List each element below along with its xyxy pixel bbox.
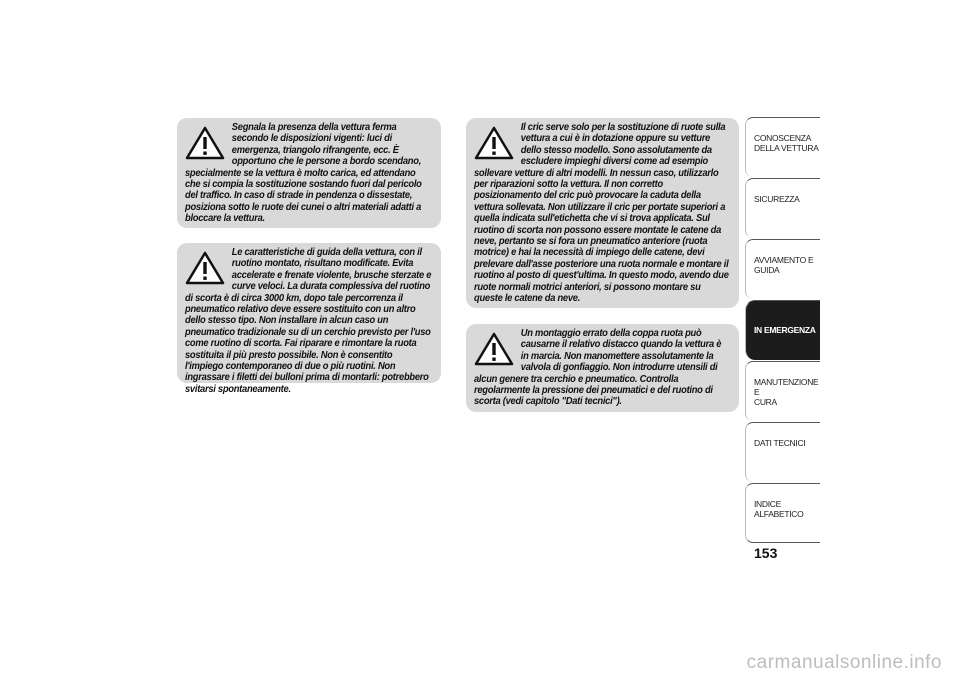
tab-conoscenza-della-vettura[interactable]: CONOSCENZA DELLA VETTURA: [745, 117, 820, 177]
warning-box-wheel-cover: [466, 324, 739, 412]
warning-box-spare-wheel: [177, 243, 441, 395]
warning-text: Un montaggio errato della coppa ruota può causarne il relativo distacco quando la vettura è in marcia. Non manomettere assolutamente la valvola di gonfiaggio. Non introdurre utensili di alcun genere tra cerchio e pneumatico. Controlla regolarmente la pressione dei pneumatici e del ruotino di scorta (vedi capitolo "Dati tecnici").: [474, 328, 722, 408]
warning-text: Segnala la presenza della vettura ferma secondo le disposizioni vigenti: luci di emergenza, triangolo rifrangente, ecc. È opportuno che le persone a bordo scendano, specialmente se la vettura è molto carica, ed attendano che si compia la sostituzione sostando fuori dal pericolo del traffico. In caso di strade in pendenza o dissestate, posiziona sotto le ruote dei cunei o altri materiali adatti a bloccare la vettura.: [185, 122, 422, 225]
tab-indice-alfabetico[interactable]: INDICE ALFABETICO: [745, 483, 820, 543]
warning-text: Il cric serve solo per la sostituzione di ruote sulla vettura a cui è in dotazione oppure su vetture dello stesso modello. Sono assolutamente da escludere impieghi diversi come ad esempio sollevare vetture di altri modelli. In nessun caso, utilizzarlo per riparazioni sotto la vettura. Il non corretto posizionamento del cric può provocare la caduta della vettura sollevata. Non utilizzare il cric per portate superiori a quella indicata sull'etichetta che vi si trova applicata. Sul ruotino di scorta non possono essere montate le catene da neve, pertanto se si fora un pneumatico anteriore (ruota motrice) e hai la necessità di impiego delle catene, devi prelevare dall'asse posteriore una ruota normale e montare il ruotino al posto di quest'ultima. In questo modo, avendo due ruote normali motrici anteriori, si possono montare su queste le catene da neve.: [474, 122, 729, 305]
warning-box-hazard-lights: [177, 118, 441, 228]
tab-dati-tecnici[interactable]: DATI TECNICI: [745, 422, 820, 482]
tab-in-emergenza[interactable]: IN EMERGENZA: [745, 300, 820, 360]
tab-manutenzione-e-cura[interactable]: MANUTENZIONE E CURA: [745, 361, 820, 421]
chapter-sidebar: [745, 117, 820, 544]
warning-text: Le caratteristiche di guida della vettura, con il ruotino montato, risultano modificate. Evita accelerate e frenate violente, brusche sterzate e curve veloci. La durata complessiva del ruotino di scorta è di circa 3000 km, dopo tale percorrenza il pneumatico relativo deve essere sostituito con un altro dello stesso tipo. Non installare in alcun caso un pneumatico tradizionale su di un cerchio previsto per l'uso come ruotino di scorta. Fai riparare e rimontare la ruota sostituita il più presto possibile. Non è consentito l'impiego contemporaneo di due o più ruotini. Non ingrassare i filetti dei bulloni prima di montarli: potrebbero svitarsi spontaneamente.: [185, 247, 432, 395]
tab-avviamento-e-guida[interactable]: AVVIAMENTO E GUIDA: [745, 239, 820, 299]
page-number: 153: [754, 545, 778, 561]
tab-sicurezza[interactable]: SICUREZZA: [745, 178, 820, 238]
warning-box-jack: [466, 118, 739, 308]
watermark: carmanualsonline.info: [746, 652, 942, 673]
